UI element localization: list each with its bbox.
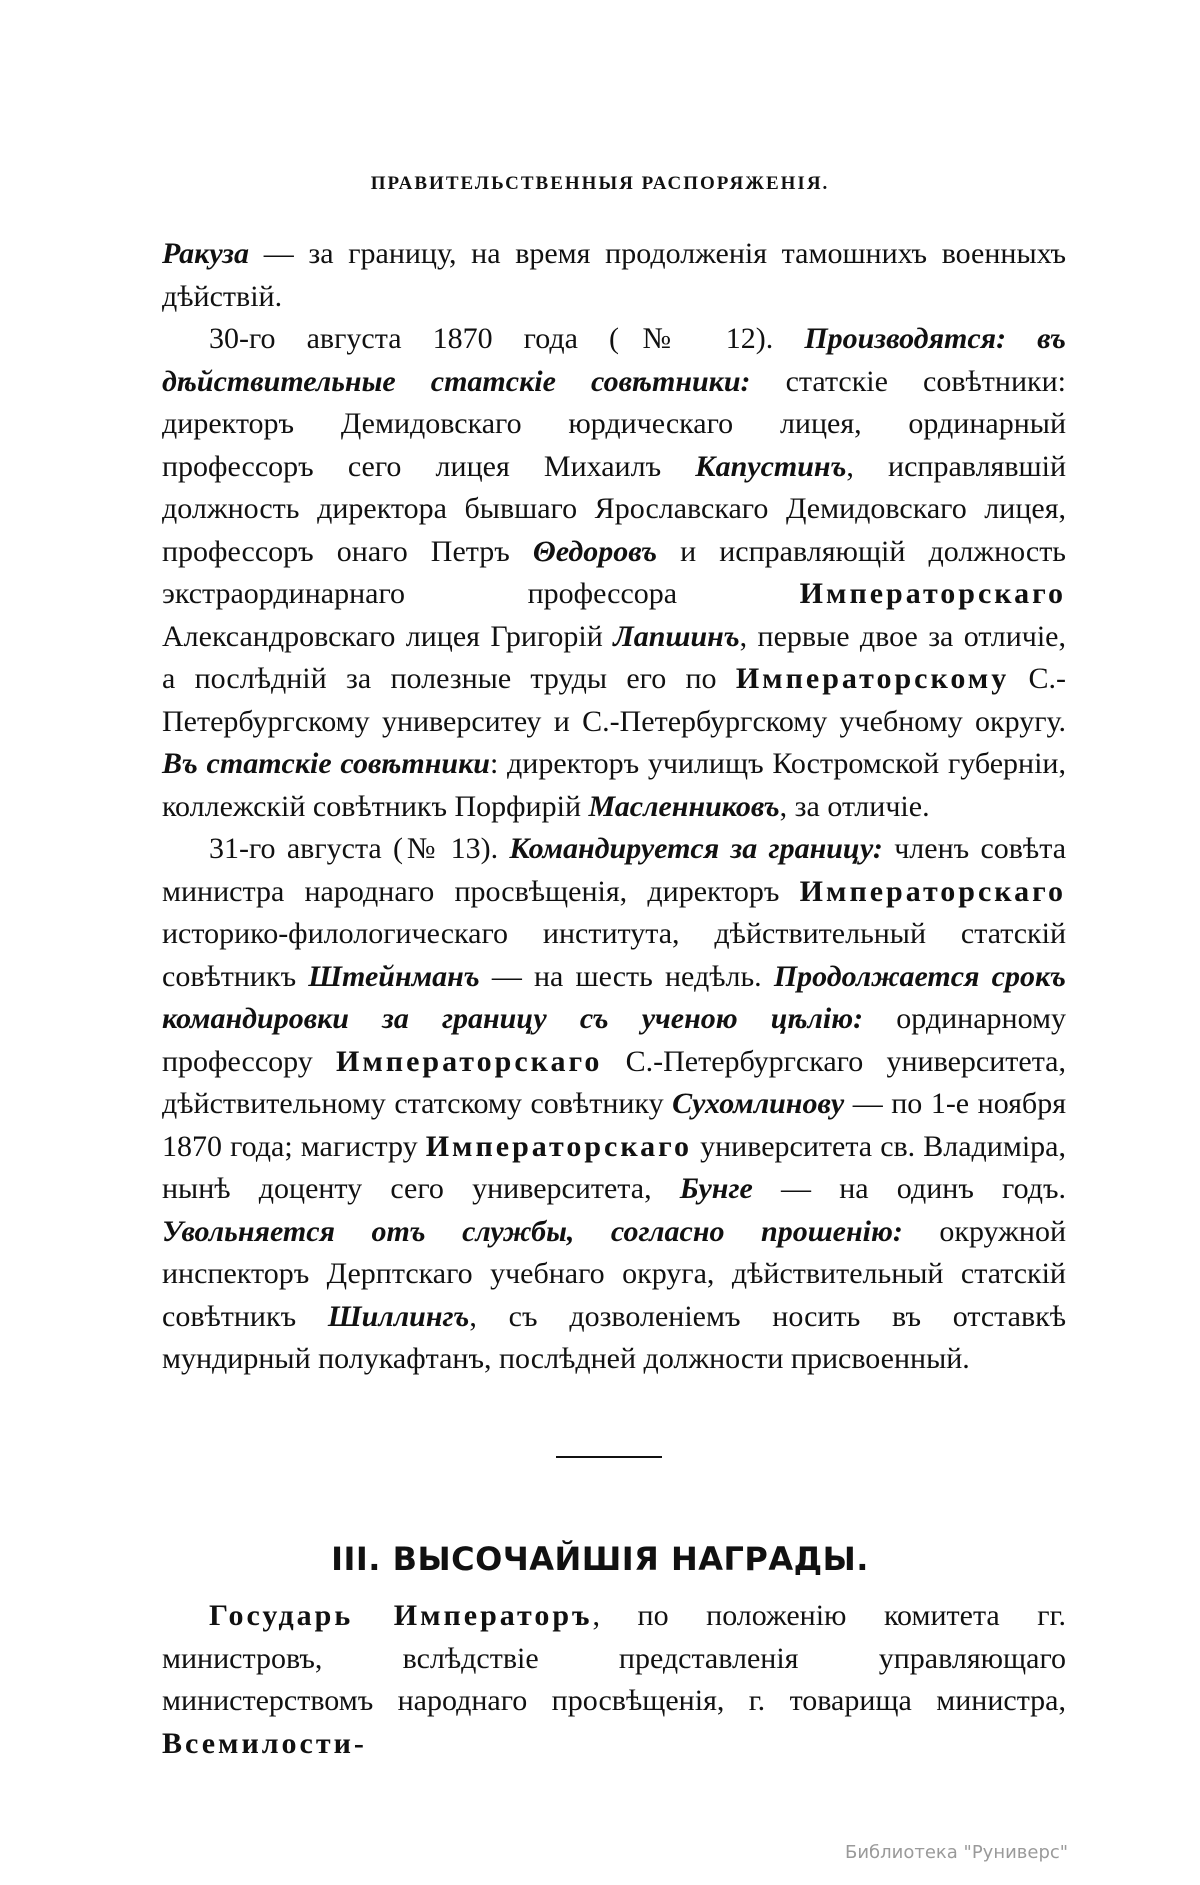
spaced-word: Императорскаго xyxy=(799,874,1066,908)
text-run: членъ совѣта министра народнаго просвѣщенія, директоръ xyxy=(162,832,1067,908)
person-name: Масленниковъ xyxy=(588,789,780,823)
running-header: ПРАВИТЕЛЬСТВЕННЫЯ РАСПОРЯЖЕНІЯ. xyxy=(370,173,830,194)
spaced-word: Императорскаго xyxy=(799,577,1066,610)
library-watermark: Библиотека "Руниверс" xyxy=(845,1842,1069,1863)
text-run: , исправлявшій должность директора бывшаго Ярославскаго Демидовскаго лицея, профессоръ онаго Петръ xyxy=(162,449,1066,568)
paragraph-aug-31 xyxy=(162,828,1066,1381)
text-run: историко-филологическаго института, дѣйствительный статскій совѣтникъ xyxy=(162,917,1066,993)
text-run: , по положенію комитета гг. министровъ, вслѣдствіе представленія управляющаго министерствомъ народнаго просвѣщенія, г. товарища министра, xyxy=(162,1599,1066,1717)
text-run: С.-Петербургскаго университета, дѣйствительному статскому совѣтнику xyxy=(162,1044,1066,1120)
section-title: III. ВЫСОЧАЙШІЯ НАГРАДЫ. xyxy=(331,1540,869,1578)
text-run: — по 1-е ноября 1870 года; магистру xyxy=(162,1087,1066,1163)
text-run: : директоръ училищъ Костромской губерніи, коллежскій совѣтникъ Порфирій xyxy=(162,747,1066,823)
person-name: Штейнманъ xyxy=(308,959,480,993)
paragraph-awards xyxy=(162,1595,1066,1765)
paragraph-rakuza xyxy=(162,233,1066,318)
person-name: Θедоровъ xyxy=(532,534,658,568)
order-heading: Командируется за границу: xyxy=(509,832,883,865)
person-name: Лапшинъ xyxy=(613,619,740,653)
order-heading: Въ статскіе совѣтники xyxy=(162,747,490,780)
text-run: статскіе совѣтники: директоръ Демидовскаго юрдическаго лицея, ординарный профессоръ сего лицея Михаилъ xyxy=(162,364,1066,483)
section-divider xyxy=(556,1456,662,1458)
date-ref: 31-го августа (№ 13). xyxy=(209,832,510,865)
paragraph-aug-30 xyxy=(162,318,1066,828)
order-heading: Производятся: въ дѣйствительные статскіе совѣтники: xyxy=(162,322,1066,398)
text-run: окружной инспекторъ Дерптскаго учебнаго округа, дѣйствительный статскій совѣтникъ xyxy=(162,1214,1066,1333)
text-run: — на одинъ годъ. xyxy=(752,1172,1066,1205)
person-name: Шиллингъ xyxy=(327,1299,470,1333)
order-heading: Увольняется отъ службы, согласно прошенію: xyxy=(162,1214,903,1248)
text-run: С.-Петербургскому университеу и С.-Петербургскому учебному округу. xyxy=(162,662,1067,738)
text-run: университета св. Владиміра, нынѣ доценту сего университета, xyxy=(162,1129,1066,1205)
person-name: Ракуза xyxy=(162,237,250,270)
text-run: , первые двое за отличіе, а послѣдній за полезные труды его по xyxy=(162,619,1066,695)
spaced-word: Императорскому xyxy=(735,662,1010,695)
date-ref: 30-го августа 1870 года (№ 12). xyxy=(209,322,805,355)
text-run: ординарному профессору xyxy=(162,1002,1067,1078)
person-name: Капустинъ xyxy=(695,449,847,483)
spaced-word: Императорскаго xyxy=(425,1129,693,1163)
order-heading: Продолжается срокъ командировки за границу съ ученою цѣлію: xyxy=(162,959,1066,1035)
section-text xyxy=(162,1595,1066,1765)
text-run: — за границу, на время продолженія тамошнихъ военныхъ дѣйствій. xyxy=(162,237,1066,313)
spaced-word: Императорскаго xyxy=(336,1044,603,1078)
text-run: , за отличіе. xyxy=(779,789,930,823)
text-run: — на шесть недѣль. xyxy=(479,959,774,993)
text-run: и исправляющій должность экстраординарнаго профессора xyxy=(162,534,1066,610)
main-text xyxy=(162,233,1066,1381)
person-name: Сухомлинову xyxy=(672,1087,845,1120)
person-name: Бунге xyxy=(679,1172,753,1205)
text-run: , съ дозволеніемъ носить въ отставкѣ мундирный полукафтанъ, послѣдней должности присвоенный. xyxy=(162,1299,1067,1375)
spaced-word: Всемилости- xyxy=(162,1726,367,1760)
text-run: Александровскаго лицея Григорій xyxy=(162,619,614,653)
spaced-word: Государь Императоръ xyxy=(209,1599,593,1632)
